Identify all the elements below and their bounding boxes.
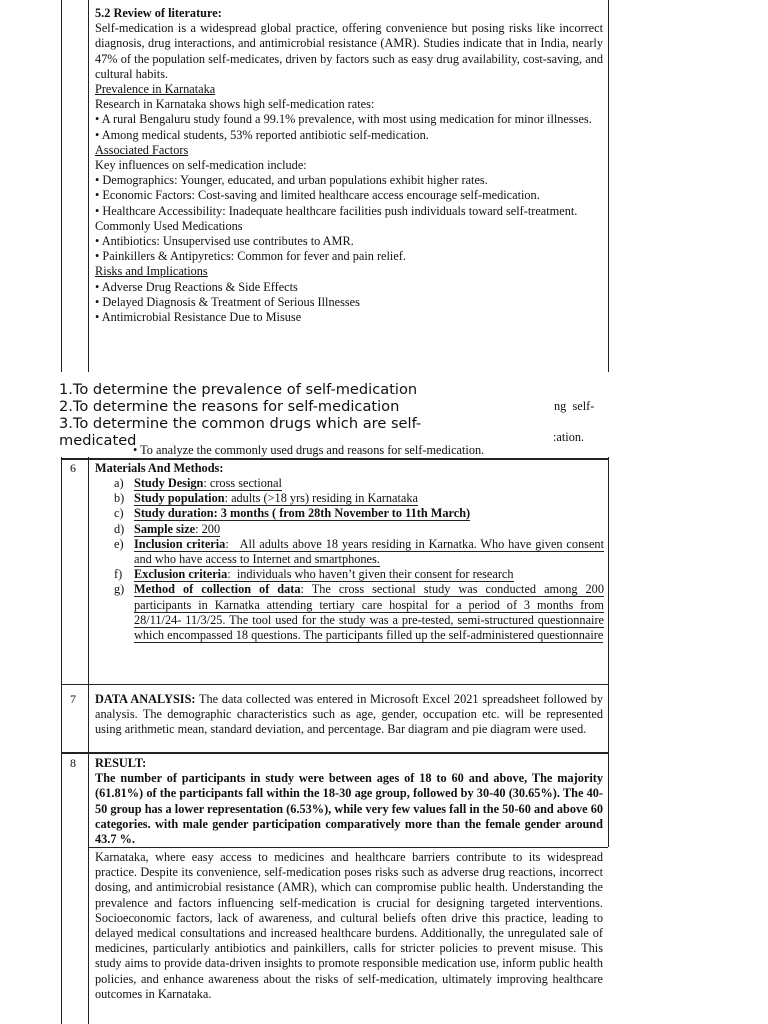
review-bullet: • Delayed Diagnosis & Treatment of Serious Illnesses [95,294,360,309]
method-item [114,522,604,537]
review-of-literature [95,6,603,325]
method-item [114,476,604,491]
table-divider [88,457,89,1024]
review-section-title: Risks and Implications [95,264,208,279]
method-item-label: Study Design [134,476,204,490]
method-item-text: The cross sectional study was conducted among 200 participants in Karnatka attending tertiary care hospital for a period of 3 months from 28/11/24- 11/3/25. The tool used for the study was a pre-tested, semi-structured questionnaire which encompassed 18 questions. The participants filled up the self-administered questionnaire [134,582,604,643]
method-item-letter: a) [114,476,124,490]
objective-2: 2.To determine the reasons for self-medication [59,398,400,415]
method-item-body [134,567,514,582]
method-item [114,491,604,506]
objective-fragment-right: ng self- [554,399,595,413]
method-item-letter: c) [114,506,124,521]
table-right-border [608,457,609,847]
review-bullet: • Among medical students, 53% reported antibiotic self-medication. [95,127,429,142]
row-separator-6-7 [61,684,609,685]
review-section-title: Associated Factors [95,142,189,157]
table-right-border [608,0,609,372]
method-item-letter: g) [114,582,125,597]
method-item-letter: e) [114,536,124,551]
objective-1: 1.To determine the prevalence of self-medication [59,381,418,398]
method-item-sep: : [225,536,240,551]
review-bullet: • Antibiotics: Unsupervised use contributes to AMR. [95,234,354,249]
objective-fragment-right: :ation. [553,430,585,444]
review-bullet: • Healthcare Accessibility: Inadequate healthcare facilities push individuals toward self-treatment. [95,203,578,218]
review-bullet: • Economic Factors: Cost-saving and limited healthcare access encourage self-medication. [95,188,540,203]
review-intro: Self-medication is a widespread global practice, offering convenience but posing risks like incorrect diagnosis, drug interactions, and antimicrobial resistance (AMR). Studies indicate that in India, nearly 47% of the population self-medicates, driven by factors such as easy drug availability, cost-saving, and cultural habits. [95,21,603,81]
review-section-title: Commonly Used Medications [95,218,243,233]
method-item-label: Sample size [134,521,196,536]
review-section-title: Prevalence in Karnataka [95,82,216,97]
method-item-body [134,537,604,567]
table-left-border [61,0,62,372]
method-item-sep: : [203,476,210,490]
review-bullet: • Adverse Drug Reactions & Side Effects [95,279,298,294]
method-item-label: Study duration [134,506,214,521]
row-separator-5-6 [61,458,609,460]
objectives-overlay [59,381,459,449]
data-analysis-text: The data collected was entered in Microsoft Excel 2021 spreadsheet followed by analysis. The demographic characteristics such as age, gender, occupation etc. will be represented using arithmetic mean, standard deviation, and percentage. Bar diagram and pie diagram were used. [95,692,603,737]
review-section-lead: Key influences on self-medication include: [95,158,307,173]
row-number: 8 [70,756,76,770]
method-item-sep: : [227,567,237,582]
review-bullet: • A rural Bengaluru study found a 99.1% prevalence, with most using medication for minor illnesses. [95,112,592,127]
method-item-text: 3 months ( from 28th November to 11th March) [220,506,471,521]
result-box-top [88,847,608,848]
method-item-body [134,476,282,491]
method-item-text: 200 [201,521,221,536]
review-bullet: • Demographics: Younger, educated, and urban populations exhibit higher rates. [95,173,488,188]
result-title: RESULT: [95,756,147,770]
method-item-letter: d) [114,521,125,536]
method-item-text: individuals who haven’t given their consent for research [236,567,514,582]
table-left-border [61,457,62,1024]
review-bullet: • Antimicrobial Resistance Due to Misuse [95,310,302,325]
method-item-sep: : [224,491,232,506]
method-item-label: Inclusion criteria [134,536,226,551]
method-item [114,537,604,567]
review-sections [95,82,603,325]
method-item-sep: : [213,506,221,521]
method-item-body [134,506,470,521]
result-section [95,756,603,847]
data-analysis-title: DATA ANALYSIS: [95,692,196,706]
objective-3-cont: medicated [59,432,137,449]
method-item-body [134,491,418,506]
result-summary: The number of participants in study were between ages of 18 to 60 and above, The majority (61.81%) of the participants fall within the 18-30 age group, followed by 30-40 (30.65%). The 40-50 group has a lower representation (6.53%), while very few values fall in the 50-60 and above 60 categories. with male gender participation comparatively more than the female gender around 43.7 %. [95,771,603,847]
methods-list [114,476,604,643]
method-item-label: Study population [134,491,225,506]
method-item-body [134,522,220,537]
method-item [114,506,604,521]
review-section-lead: Research in Karnataka shows high self-medication rates: [95,97,375,112]
method-item [114,567,604,582]
review-bullet: • Painkillers & Antipyretics: Common for fever and pain relief. [95,249,406,264]
conclusion-paragraph: Karnataka, where easy access to medicines and healthcare barriers contribute to its widespread practice. Despite its convenience, self-medication poses risks such as adverse drug reactions, incorrect dosing, and antimicrobial resistance (AMR), which can compromise public health. Understanding the prevalence and factors influencing self-medication is crucial for designing targeted interventions. Socioeconomic factors, lack of awareness, and cultural beliefs often drive this practice, leading to delayed medical consultations and increased healthcare burdens. Additionally, the unregulated sale of medicines, particularly antibiotics and painkillers, calls for stricter policies to prevent misuse. This study aims to provide data-driven insights to promote responsible medication use, inform public health policies, and enhance awareness about the risks of self-medication, ultimately improving healthcare outcomes in Karnataka. [95,850,603,1001]
method-item-label: Method of collection of data [134,582,301,597]
materials-methods-title: Materials And Methods: [95,461,224,475]
row-number: 6 [70,461,76,475]
method-item-text: All adults above 18 years residing in Karnatka. Who have given consent and who have access to Internet and smartphones. [134,536,604,567]
table-divider [88,0,89,372]
method-item-letter: f) [114,567,123,582]
method-item-label: Exclusion criteria [134,567,228,582]
method-item [114,582,604,643]
method-item-text: cross sectional [209,476,282,490]
objective-3: 3.To determine the common drugs which are self- [59,415,422,432]
review-heading: 5.2 Review of literature: [95,6,222,20]
row-number: 7 [70,692,76,706]
row-separator-7-8 [61,752,609,754]
method-item-sep: : [195,521,202,536]
method-item-letter: b) [114,491,125,506]
method-item-text: adults (>18 yrs) residing in Karnataka [231,491,418,506]
data-analysis [95,692,603,738]
method-item-sep: : [300,582,312,597]
method-item-body [134,582,604,643]
objective-fragment-bottom: • To analyze the commonly used drugs and reasons for self-medication. [133,443,485,457]
